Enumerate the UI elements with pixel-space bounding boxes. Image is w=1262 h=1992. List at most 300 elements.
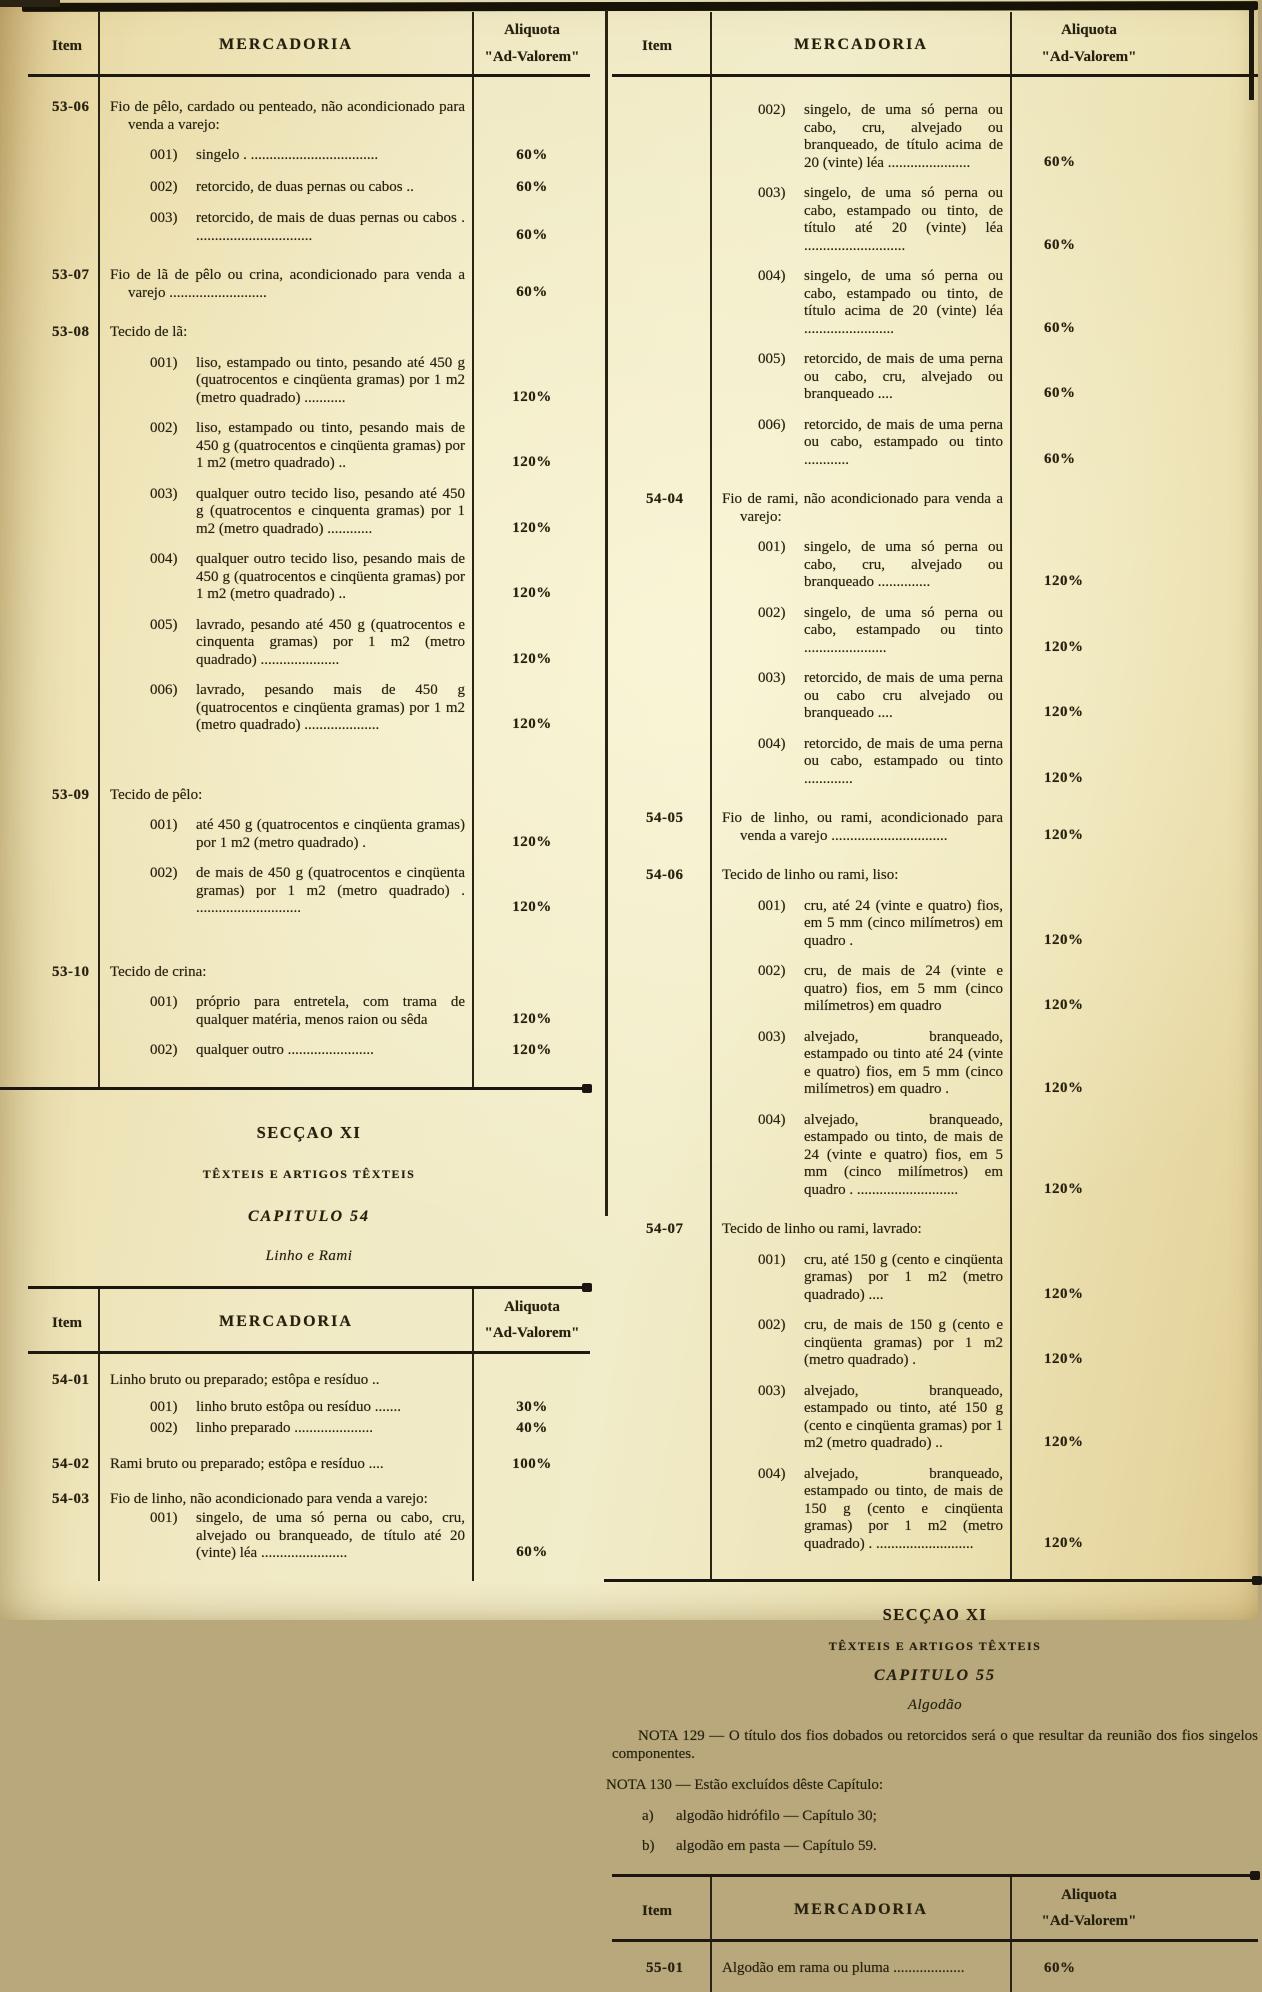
subitem-row-rate-value (472, 1389, 590, 1418)
subitem-text: alvejado, branqueado, estampado ou tinto, de mais de 150 g (cento e cinqüenta gramas) por 1 m2 (metro quadrado) . .......................... (804, 1466, 1003, 1554)
subitem-row-rate-value (1010, 172, 1258, 255)
table-tail-tail-desc (98, 1061, 472, 1087)
subitem-row-item-code (612, 1099, 710, 1200)
ad-valorem-rate: 120% (1044, 1080, 1084, 1098)
note-paragraph: NOTA 129 — O título dos fios dobados ou retorcidos será o que resultar da reunião dos fios singelos componentes. (612, 1728, 1258, 1763)
ad-valorem-rate: 120% (1044, 1181, 1084, 1199)
table-row-rate-value (472, 918, 590, 982)
table-tail-tail-val (472, 1563, 590, 1581)
subitem (110, 147, 465, 165)
subitem-code: 001) (150, 355, 196, 408)
chapter-notes (612, 1728, 1258, 1856)
ad-valorem-rate: 60% (516, 179, 548, 197)
note-list-text: algodão hidrófilo — Capítulo 30; (676, 1808, 877, 1826)
subitem-code: 003) (150, 486, 196, 539)
subitem-row-rate-value (1010, 657, 1258, 723)
subitem-text: retorcido, de duas pernas ou cabos .. (196, 179, 465, 197)
subitem-code: 004) (150, 551, 196, 604)
column-header-mercadoria: MERCADORIA (98, 1289, 472, 1354)
table-row-item-code: 53-08 (28, 302, 98, 342)
subitem-row-description (98, 604, 472, 670)
table-row-rate-value (472, 77, 590, 134)
subitem-row-item-code (28, 1389, 98, 1418)
subitem-row-rate-value (1010, 404, 1258, 470)
ad-valorem-rate: 120% (512, 520, 552, 538)
subitem-row-description (98, 981, 472, 1029)
horizontal-rule (604, 1579, 1260, 1582)
subitem-code: 005) (758, 351, 804, 404)
table-tail-tail-item (28, 1061, 98, 1087)
subitem-row-item-code (28, 852, 98, 918)
tariff-table (612, 1877, 1258, 1992)
subitem-row-rate-value (472, 197, 590, 245)
subitem-code: 001) (150, 1510, 196, 1563)
note-list-label: b) (642, 1838, 676, 1856)
subitem-row-rate-value (472, 342, 590, 408)
subitem-code: 003) (758, 1383, 804, 1453)
subitem-row-rate-value (472, 1029, 590, 1061)
aliquota-label-line2: "Ad-Valorem" (1014, 1913, 1164, 1931)
subitem-row-item-code (28, 134, 98, 166)
subitem-code: 003) (150, 210, 196, 245)
tariff-table (28, 1289, 590, 1581)
table-row-rate-value (1010, 1199, 1258, 1239)
subitem-text: lavrado, pesando até 450 g (quatrocentos e cinquenta gramas) por 1 m2 (metro quadrado) ..................... (196, 617, 465, 670)
subitem-row-rate-value (1010, 723, 1258, 789)
subitem-row-description (98, 342, 472, 408)
subitem-row-description (710, 592, 1010, 658)
section-heading-line: Linho e Rami (28, 1248, 590, 1266)
table-tail-tail-item (28, 1563, 98, 1581)
subitem-text: retorcido, de mais de uma perna ou cabo cru alvejado ou branqueado .... (804, 670, 1003, 723)
subitem-row-item-code (612, 1370, 710, 1453)
subitem-code: 002) (150, 865, 196, 918)
subitem-text: singelo, de uma só perna ou cabo, cru, alvejado ou branqueado .............. (804, 539, 1003, 592)
table-row-item-code: 53-10 (28, 918, 98, 982)
subitem (722, 1317, 1003, 1370)
subitem (110, 486, 465, 539)
subitem-code: 006) (758, 417, 804, 470)
ad-valorem-rate: 30% (516, 1399, 548, 1417)
ad-valorem-rate: 120% (512, 651, 552, 669)
table-row-item-code: 53-09 (28, 735, 98, 805)
subitem-row-rate-value (1010, 526, 1258, 592)
column-header-aliquota (1010, 12, 1258, 77)
subitem-code: 003) (758, 185, 804, 255)
subitem-row-description (710, 172, 1010, 255)
subitem-row-description (98, 1389, 472, 1418)
subitem-row-item-code (612, 657, 710, 723)
ad-valorem-rate: 60% (1044, 320, 1076, 338)
table-row-rate-value (1010, 845, 1258, 885)
subitem-text: liso, estampado ou tinto, pesando até 450 g (quatrocentos e cinqüenta gramas) por 1 m2 (metro quadrado) ........... (196, 355, 465, 408)
subitem-row-rate-value (1010, 1099, 1258, 1200)
subitem-row-description (710, 404, 1010, 470)
table-row-item-code: 53-06 (28, 77, 98, 134)
subitem-row-description (710, 1453, 1010, 1554)
section-heading-block (612, 1606, 1258, 1714)
subitem (110, 210, 465, 245)
note-list-item (612, 1808, 1258, 1826)
subitem (722, 963, 1003, 1016)
column-divider-rule (605, 10, 608, 1216)
merchandise-heading: Tecido de linho ou rami, liso: (722, 867, 1003, 885)
subitem (722, 268, 1003, 338)
subitem-code: 006) (150, 682, 196, 735)
table-row-item-code: 54-06 (612, 845, 710, 885)
subitem-row-description (98, 1508, 472, 1563)
subitem-code: 004) (758, 736, 804, 789)
ad-valorem-rate: 60% (516, 284, 548, 302)
subitem-row-item-code (28, 1418, 98, 1439)
aliquota-label-line2: "Ad-Valorem" (1014, 49, 1164, 67)
table-row-description (710, 788, 1010, 845)
subitem-row-rate-value (472, 604, 590, 670)
merchandise-heading: Fio de lã de pêlo ou crina, acondicionado para venda a varejo .......................... (110, 267, 465, 302)
subitem-row-rate-value (472, 134, 590, 166)
ad-valorem-rate: 60% (516, 227, 548, 245)
subitem-text: próprio para entretela, com trama de qualquer matéria, menos raion ou sêda (196, 994, 465, 1029)
subitem-row-description (98, 669, 472, 735)
ad-valorem-rate: 120% (1044, 1286, 1084, 1304)
subitem-text: até 450 g (quatrocentos e cinqüenta gramas) por 1 m2 (metro quadrado) . (196, 817, 465, 852)
ad-valorem-rate: 120% (1044, 1434, 1084, 1452)
ad-valorem-rate: 120% (1044, 770, 1084, 788)
table-row-description (98, 245, 472, 302)
subitem-code: 003) (758, 670, 804, 723)
merchandise-heading: Algodão em rama ou pluma ................... (722, 1960, 1003, 1978)
table-row-description (98, 1438, 472, 1475)
subitem-code: 003) (758, 1029, 804, 1099)
subitem-row-rate-value (1010, 1370, 1258, 1453)
subitem-text: linho preparado ..................... (196, 1420, 465, 1438)
column-header-mercadoria: MERCADORIA (98, 12, 472, 77)
subitem (110, 682, 465, 735)
subitem-row-item-code (28, 669, 98, 735)
table-row-description (710, 1199, 1010, 1239)
ad-valorem-rate: 60% (1044, 385, 1076, 403)
section-heading-block (28, 1124, 590, 1266)
subitem-row-rate-value (472, 1508, 590, 1563)
subitem-text: singelo . .................................. (196, 147, 465, 165)
subitem-row-rate-value (1010, 1304, 1258, 1370)
subitem-text: cru, de mais de 150 g (cento e cinqüenta gramas) por 1 m2 (metro quadrado) . (804, 1317, 1003, 1370)
table-tail-tail-val (1010, 1978, 1258, 1992)
subitem-row-item-code (612, 1304, 710, 1370)
subitem-code: 002) (758, 1317, 804, 1370)
tariff-table (612, 12, 1258, 1579)
subitem-row-item-code (28, 342, 98, 408)
ad-valorem-rate: 100% (512, 1456, 552, 1474)
subitem-row-description (98, 538, 472, 604)
ad-valorem-rate: 120% (512, 834, 552, 852)
subitem-row-description (98, 1418, 472, 1439)
note-list-text: algodão em pasta — Capítulo 59. (676, 1838, 877, 1856)
section-heading-line: TÊXTEIS E ARTIGOS TÊXTEIS (28, 1166, 590, 1184)
aliquota-label-line1: Aliquota (504, 22, 560, 40)
subitem-text: lavrado, pesando mais de 450 g (quatrocentos e cinqüenta gramas) por 1 m2 (metro quadrado) .................... (196, 682, 465, 735)
subitem-code: 002) (150, 1042, 196, 1060)
column-header-aliquota (472, 12, 590, 77)
merchandise-heading: Tecido de linho ou rami, lavrado: (722, 1221, 1003, 1239)
subitem (722, 1383, 1003, 1453)
subitem-code: 001) (150, 1399, 196, 1417)
subitem-text: cru, até 24 (vinte e quatro) fios, em 5 mm (cinco milímetros) em quadro . (804, 898, 1003, 951)
subitem (110, 1399, 465, 1417)
subitem-code: 002) (758, 102, 804, 172)
subitem-row-description (710, 1239, 1010, 1305)
subitem-row-description (710, 255, 1010, 338)
table-row-item-code: 54-07 (612, 1199, 710, 1239)
aliquota-label-line2: "Ad-Valorem" (485, 1325, 580, 1343)
subitem-row-rate-value (472, 804, 590, 852)
section-heading-line: Algodão (612, 1697, 1258, 1715)
table-row-rate-value (472, 245, 590, 302)
subitem-code: 002) (150, 179, 196, 197)
subitem-row-description (98, 134, 472, 166)
subitem-row-rate-value (1010, 338, 1258, 404)
subitem-row-description (710, 338, 1010, 404)
subitem-row-item-code (612, 1239, 710, 1305)
subitem (722, 898, 1003, 951)
subitem (110, 355, 465, 408)
subitem-code: 001) (150, 994, 196, 1029)
subitem-row-rate-value (1010, 255, 1258, 338)
subitem-text: singelo, de uma só perna ou cabo, estampado ou tinto ...................... (804, 605, 1003, 658)
subitem (110, 817, 465, 852)
subitem-text: alvejado, branqueado, estampado ou tinto, até 150 g (cento e cinqüenta gramas) por 1 m2 (metro quadrado) .. (804, 1383, 1003, 1453)
subitem-text: cru, até 150 g (cento e cinqüenta gramas) por 1 m2 (metro quadrado) .... (804, 1252, 1003, 1305)
subitem (110, 1042, 465, 1060)
note-list-item (612, 1838, 1258, 1856)
subitem-row-item-code (612, 1453, 710, 1554)
table-row-item-code: 54-02 (28, 1438, 98, 1475)
subitem (722, 605, 1003, 658)
subitem-text: qualquer outro tecido liso, pesando até 450 g (quatrocentos e cinquenta gramas) por 1 m2 (metro quadrado) ............ (196, 486, 465, 539)
section-heading-line: CAPITULO 55 (612, 1667, 1258, 1685)
ad-valorem-rate: 120% (1044, 997, 1084, 1015)
ad-valorem-rate: 60% (516, 1544, 548, 1562)
merchandise-heading: Fio de linho, não acondicionado para venda a varejo: (110, 1491, 465, 1509)
table-row-item-code: 54-03 (28, 1475, 98, 1509)
aliquota-label-line1: Aliquota (1014, 22, 1164, 40)
scan-top-edge-artifact (22, 1, 1258, 12)
subitem-row-item-code (612, 592, 710, 658)
subitem-row-item-code (28, 407, 98, 473)
subitem-text: singelo, de uma só perna ou cabo, estampado ou tinto, de título até 20 (vinte) léa ........................... (804, 185, 1003, 255)
subitem-text: cru, de mais de 24 (vinte e quatro) fios, em 5 mm (cinco milímetros) em quadro (804, 963, 1003, 1016)
subitem-row-description (710, 1304, 1010, 1370)
subitem-code: 001) (150, 147, 196, 165)
rule-end-mark (1252, 1576, 1262, 1585)
subitem-row-item-code (612, 950, 710, 1016)
subitem-row-item-code (28, 981, 98, 1029)
table-row-item-code: 53-07 (28, 245, 98, 302)
subitem-code: 002) (150, 420, 196, 473)
table-tail-tail-desc (710, 1553, 1010, 1579)
column-header-mercadoria: MERCADORIA (710, 1877, 1010, 1942)
table-tail-tail-item (612, 1553, 710, 1579)
subitem-row-item-code (612, 723, 710, 789)
ad-valorem-rate: 60% (1044, 1960, 1076, 1978)
aliquota-label-line1: Aliquota (1014, 1887, 1164, 1905)
subitem-row-item-code (28, 538, 98, 604)
subitem (722, 539, 1003, 592)
subitem-row-item-code (28, 473, 98, 539)
subitem-code: 004) (758, 1466, 804, 1554)
subitem-text: retorcido, de mais de uma perna ou cabo, estampado ou tinto ............. (804, 736, 1003, 789)
subitem-code: 002) (150, 1420, 196, 1438)
subitem-row-rate-value (1010, 592, 1258, 658)
horizontal-rule (28, 1286, 590, 1289)
subitem-text: de mais de 450 g (quatrocentos e cinqüenta gramas) por 1 m2 (metro quadrado) . ............................ (196, 865, 465, 918)
ad-valorem-rate: 60% (1044, 237, 1076, 255)
subitem-row-description (98, 197, 472, 245)
subitem-row-description (710, 78, 1010, 172)
table-row-description (98, 77, 472, 134)
subitem-row-item-code (28, 1508, 98, 1563)
subitem (110, 617, 465, 670)
table-tail-tail-val (472, 1061, 590, 1087)
subitem-row-description (710, 885, 1010, 951)
section-heading-line: SECÇAO XI (612, 1606, 1258, 1624)
subitem (110, 551, 465, 604)
subitem-text: retorcido, de mais de duas pernas ou cabos . ............................... (196, 210, 465, 245)
section-heading-line: SECÇAO XI (28, 1124, 590, 1142)
subitem-code: 002) (758, 605, 804, 658)
subitem-row-item-code (28, 1029, 98, 1061)
subitem-row-description (710, 526, 1010, 592)
subitem-row-item-code (28, 166, 98, 198)
tariff-table (28, 12, 590, 1087)
subitem-code: 004) (758, 1112, 804, 1200)
table-row-rate-value (1010, 1942, 1258, 1979)
subitem-row-item-code (28, 604, 98, 670)
subitem-row-item-code (612, 1016, 710, 1099)
ad-valorem-rate: 60% (516, 147, 548, 165)
subitem-row-item-code (612, 885, 710, 951)
subitem-row-rate-value (1010, 1239, 1258, 1305)
subitem-text: qualquer outro ....................... (196, 1042, 465, 1060)
subitem-code: 001) (150, 817, 196, 852)
subitem (722, 417, 1003, 470)
subitem-row-item-code (28, 197, 98, 245)
merchandise-heading: Fio de linho, ou rami, acondicionado para venda a varejo ............................... (722, 810, 1003, 845)
subitem-code: 005) (150, 617, 196, 670)
subitem-row-rate-value (1010, 78, 1258, 172)
subitem-row-rate-value (472, 473, 590, 539)
ad-valorem-rate: 120% (512, 716, 552, 734)
subitem-row-rate-value (472, 852, 590, 918)
subitem (110, 994, 465, 1029)
merchandise-heading: Tecido de lã: (110, 324, 465, 342)
subitem-code: 001) (758, 539, 804, 592)
merchandise-heading: Rami bruto ou preparado; estôpa e resíduo .... (110, 1456, 465, 1474)
subitem-text: qualquer outro tecido liso, pesando mais de 450 g (quatrocentos e cinqüenta gramas) por 1 m2 (metro quadrado) .. (196, 551, 465, 604)
subitem-row-description (98, 473, 472, 539)
subitem-text: singelo, de uma só perna ou cabo, cru, alvejado ou branqueado, de título acima de 20 (vinte) léa ...................... (804, 102, 1003, 172)
rule-end-mark (582, 1084, 592, 1093)
table-row-description (98, 1354, 472, 1390)
aliquota-label-line1: Aliquota (504, 1299, 560, 1317)
ad-valorem-rate: 60% (1044, 154, 1076, 172)
ad-valorem-rate: 120% (512, 899, 552, 917)
subitem-row-description (710, 723, 1010, 789)
column-header-item: Item (28, 12, 98, 77)
subitem (722, 736, 1003, 789)
subitem-row-item-code (612, 172, 710, 255)
column-header-aliquota (472, 1289, 590, 1354)
subitem-row-description (98, 804, 472, 852)
section-heading-line: CAPITULO 54 (28, 1208, 590, 1226)
subitem-row-description (710, 657, 1010, 723)
table-row-rate-value (1010, 788, 1258, 845)
subitem-row-rate-value (1010, 1016, 1258, 1099)
column-header-item: Item (612, 12, 710, 77)
subitem-row-description (710, 1370, 1010, 1453)
subitem-row-description (98, 1029, 472, 1061)
subitem-code: 004) (758, 268, 804, 338)
ad-valorem-rate: 120% (1044, 932, 1084, 950)
subitem (110, 1420, 465, 1438)
subitem (722, 1029, 1003, 1099)
subitem-row-description (98, 407, 472, 473)
table-row-rate-value (472, 735, 590, 805)
ad-valorem-rate: 120% (1044, 1535, 1084, 1553)
subitem-text: alvejado, branqueado, estampado ou tinto até 24 (vinte e quatro) fios, em 5 mm (cinco milímetros) em quadro . (804, 1029, 1003, 1099)
subitem (110, 420, 465, 473)
table-row-item-code: 55-01 (612, 1942, 710, 1979)
subitem (722, 1112, 1003, 1200)
table-row-item-code: 54-01 (28, 1354, 98, 1390)
subitem-text: retorcido, de mais de uma perna ou cabo, estampado ou tinto ............ (804, 417, 1003, 470)
ad-valorem-rate: 120% (1044, 573, 1084, 591)
subitem-code: 002) (758, 963, 804, 1016)
subitem-row-rate-value (472, 669, 590, 735)
table-row-description (98, 302, 472, 342)
ad-valorem-rate: 120% (512, 454, 552, 472)
subitem-row-item-code (612, 255, 710, 338)
horizontal-rule (612, 1874, 1258, 1877)
ad-valorem-rate: 120% (512, 1011, 552, 1029)
merchandise-heading: Linho bruto ou preparado; estôpa e resíduo .. (110, 1372, 465, 1390)
table-row-item-code: 54-04 (612, 469, 710, 526)
table-row-description (710, 469, 1010, 526)
section-heading-line: TÊXTEIS E ARTIGOS TÊXTEIS (612, 1638, 1258, 1656)
table-row-rate-value (472, 302, 590, 342)
column-header-aliquota (1010, 1877, 1258, 1942)
merchandise-heading: Tecido de pêlo: (110, 787, 465, 805)
subitem-row-item-code (612, 526, 710, 592)
subitem-text: singelo, de uma só perna ou cabo, cru, alvejado ou branqueado, de título até 20 (vinte) léa ....................... (196, 1510, 465, 1563)
merchandise-heading: Fio de pêlo, cardado ou penteado, não acondicionado para venda a varejo: (110, 99, 465, 134)
ad-valorem-rate: 120% (1044, 1351, 1084, 1369)
column-header-mercadoria: MERCADORIA (710, 12, 1010, 77)
subitem-text: retorcido, de mais de uma perna ou cabo, cru, alvejado ou branqueado .... (804, 351, 1003, 404)
table-row-item-code: 54-05 (612, 788, 710, 845)
subitem-row-description (98, 852, 472, 918)
subitem-row-description (710, 950, 1010, 1016)
subitem-text: liso, estampado ou tinto, pesando mais de 450 g (quatrocentos e cinqüenta gramas) por 1 m2 (metro quadrado) .. (196, 420, 465, 473)
merchandise-heading: Tecido de crina: (110, 964, 465, 982)
subitem-row-item-code (612, 78, 710, 172)
horizontal-rule (0, 1087, 590, 1090)
subitem-row-rate-value (472, 166, 590, 198)
note-list-label: a) (642, 1808, 676, 1826)
subitem-row-rate-value (1010, 950, 1258, 1016)
table-row-rate-value (472, 1354, 590, 1390)
subitem (722, 351, 1003, 404)
